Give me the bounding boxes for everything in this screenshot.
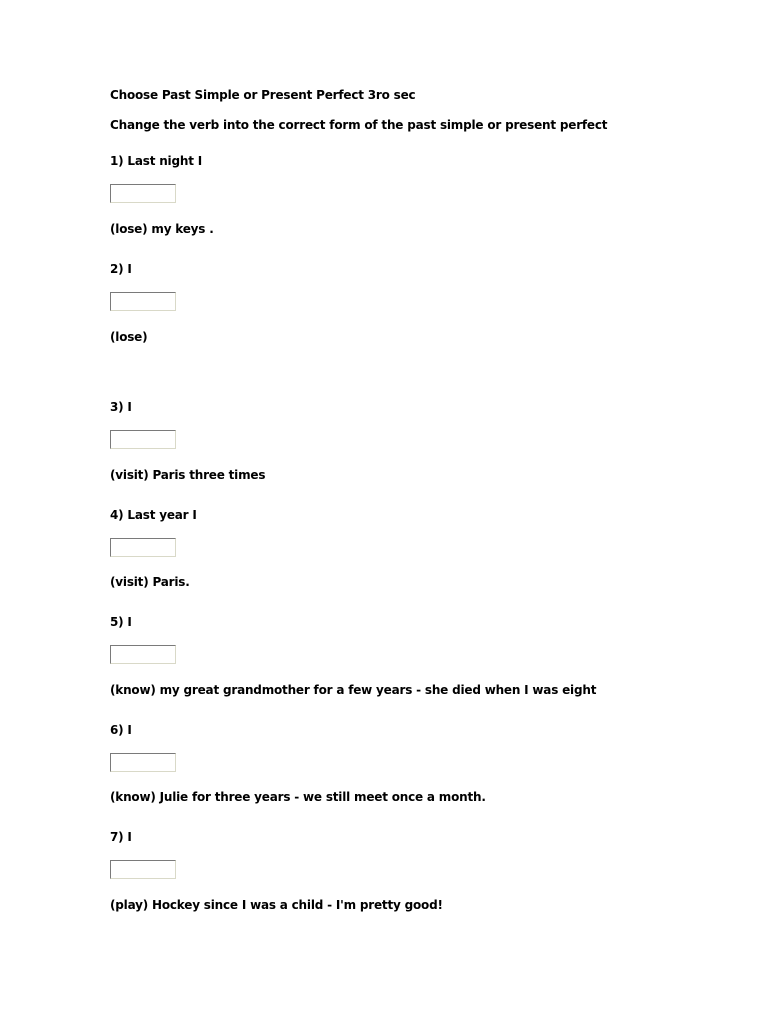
worksheet-title: Choose Past Simple or Present Perfect 3ro sec (110, 88, 416, 102)
question-2-prompt: 2) I (110, 262, 132, 276)
question-7-prompt: 7) I (110, 830, 132, 844)
question-5-answer-input[interactable] (110, 645, 176, 664)
question-2-answer-input[interactable] (110, 292, 176, 311)
question-1-answer-input[interactable] (110, 184, 176, 203)
question-3-prompt: 3) I (110, 400, 132, 414)
question-4-prompt: 4) Last year I (110, 508, 197, 522)
question-7-continuation: (play) Hockey since I was a child - I'm pretty good! (110, 898, 443, 912)
question-4-continuation: (visit) Paris. (110, 575, 190, 589)
question-5-prompt: 5) I (110, 615, 132, 629)
question-3-continuation: (visit) Paris three times (110, 468, 266, 482)
question-5-continuation: (know) my great grandmother for a few years - she died when I was eight (110, 683, 597, 697)
question-7-answer-input[interactable] (110, 860, 176, 879)
question-1-prompt: 1) Last night I (110, 154, 202, 168)
question-6-continuation: (know) Julie for three years - we still meet once a month. (110, 790, 486, 804)
question-3-answer-input[interactable] (110, 430, 176, 449)
question-6-prompt: 6) I (110, 723, 132, 737)
question-1-continuation: (lose) my keys . (110, 222, 214, 236)
worksheet-instructions: Change the verb into the correct form of the past simple or present perfect (110, 118, 608, 132)
question-4-answer-input[interactable] (110, 538, 176, 557)
question-2-continuation: (lose) (110, 330, 148, 344)
question-6-answer-input[interactable] (110, 753, 176, 772)
